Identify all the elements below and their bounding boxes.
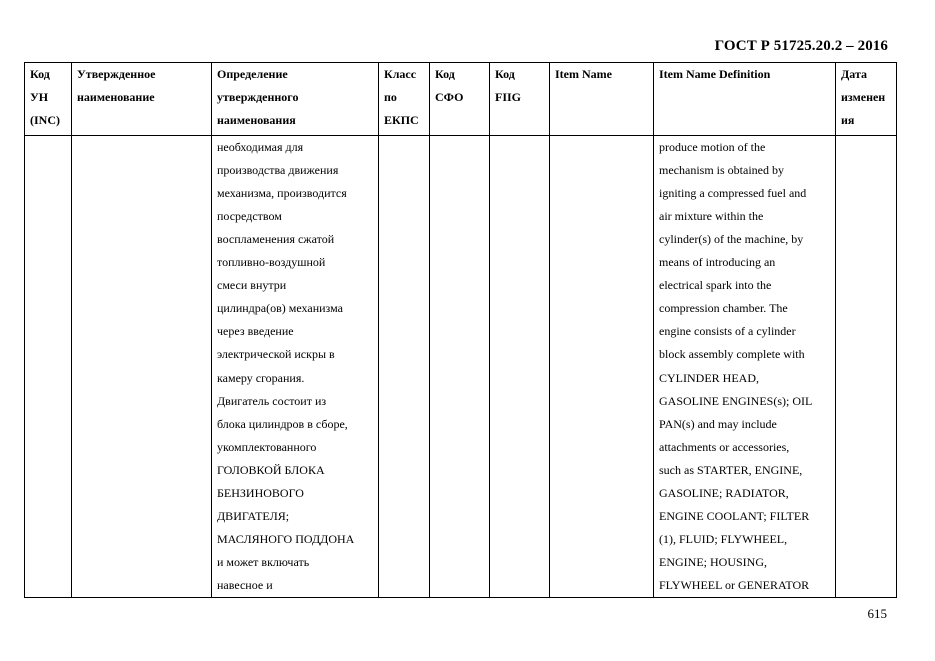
definition-line: (1), FLUID; FLYWHEEL, [659,532,788,547]
definition-line: block assembly complete with [659,347,805,362]
cell-ekps-class [379,135,430,598]
definition-line: GASOLINE; RADIATOR, [659,486,789,501]
table-row [25,135,897,598]
definition-line: МАСЛЯНОГО ПОДДОНА [217,532,355,547]
definition-line: Двигатель состоит из [217,393,327,408]
cell-change-date [836,135,897,598]
definition-line: ENGINE; HOUSING, [659,555,767,570]
definition-line: FLYWHEEL or GENERATOR [659,578,810,593]
definition-line: камеру сгорания. [217,370,305,385]
definition-line: GASOLINE ENGINES(s); OIL [659,393,813,408]
definition-line: укомплектованного [217,439,317,454]
definition-line: через введение [217,324,294,339]
definition-line: CYLINDER HEAD, [659,370,759,385]
definition-line: топливно-воздушной [217,255,326,270]
cell-inc-code [25,135,72,598]
definition-line: such as STARTER, ENGINE, [659,462,803,477]
header-sfo-code: Код СФО [430,63,490,136]
definition-line: cylinder(s) of the machine, by [659,231,804,246]
definition-line: ENGINE COOLANT; FILTER [659,509,810,524]
definition-line: ГОЛОВКОЙ БЛОКА [217,462,325,477]
header-approved-name: Утвержденное наименование [72,63,212,136]
cell-fiig-code [490,135,550,598]
cell-definition-en [654,135,836,598]
header-ekps-class: Класс по ЕКПС [379,63,430,136]
header-item-name: Item Name [550,63,654,136]
definition-line: электрической искры в [217,347,335,362]
spec-table [24,62,897,598]
header-inc-code: Код УН (INC) [25,63,72,136]
definition-line: mechanism is obtained by [659,162,784,177]
definition-line: воспламенения сжатой [217,231,335,246]
page-number: 615 [867,606,887,621]
header-approved-name-definition: Определение утвержденного наименования [212,63,379,136]
cell-sfo-code [430,135,490,598]
definition-line: навесное и [217,578,273,593]
definition-line: БЕНЗИНОВОГО [217,486,304,501]
definition-line: igniting a compressed fuel and [659,185,807,200]
definition-line: electrical spark into the [659,278,772,293]
definition-line: compression chamber. The [659,301,788,316]
definition-line: и может включать [217,555,310,570]
definition-line: ДВИГАТЕЛЯ; [217,509,290,524]
definition-line: смеси внутри [217,278,287,293]
cell-approved-name [72,135,212,598]
header-fiig-code: Код FIIG [490,63,550,136]
definition-line: air mixture within the [659,208,764,223]
table-header-row [25,63,897,136]
definition-line: посредством [217,208,282,223]
definition-line: engine consists of a cylinder [659,324,796,339]
definition-line: PAN(s) and may include [659,416,777,431]
definition-line: means of introducing an [659,255,776,270]
definition-line: produce motion of the [659,139,766,154]
header-change-date: Дата изменен ия [836,63,897,136]
header-item-name-definition: Item Name Definition [654,63,836,136]
definition-line: attachments or accessories, [659,439,790,454]
cell-item-name [550,135,654,598]
document-code: ГОСТ Р 51725.20.2 – 2016 [714,38,888,54]
definition-line: производства движения [217,162,339,177]
definition-line: необходимая для [217,139,304,154]
definition-line: цилиндра(ов) механизма [217,301,343,316]
cell-definition-ru [212,135,379,598]
definition-line: блока цилиндров в сборе, [217,416,348,431]
definition-line: механизма, производится [217,185,347,200]
